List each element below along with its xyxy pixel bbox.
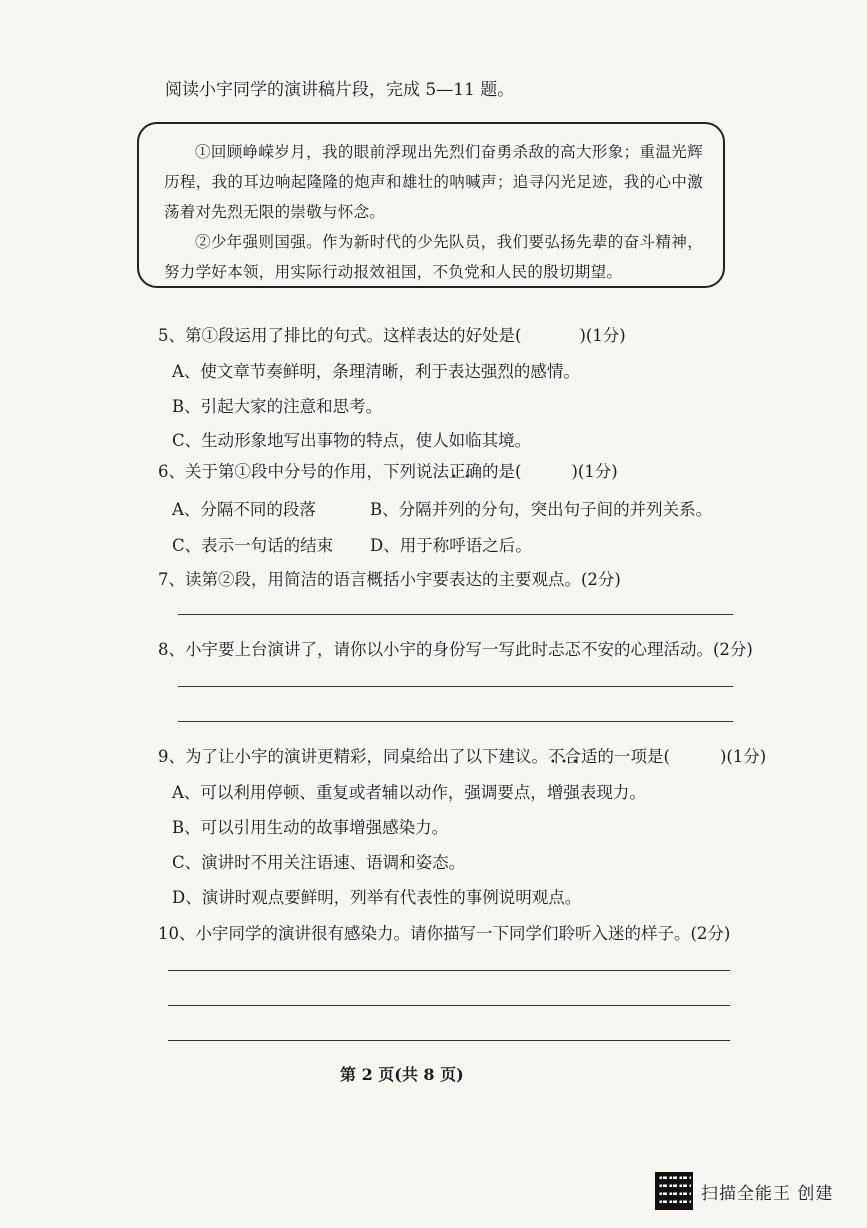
question-9-emphasis: 不合适 • • • bbox=[548, 743, 598, 767]
question-6-points: )(1分) bbox=[571, 462, 618, 481]
question-5-option-a: A、使文章节奏鲜明，条理清晰，利于表达强烈的感情。 bbox=[172, 362, 580, 381]
question-6-option-d: D、用于称呼语之后。 bbox=[370, 536, 532, 555]
question-6-emphasis: 正确 • • bbox=[449, 458, 482, 482]
question-6-option-a: A、分隔不同的段落 bbox=[172, 500, 316, 519]
question-5-stem: 5、第①段运用了排比的句式。这样表达的好处是( bbox=[158, 326, 522, 345]
question-10-answer-line-1[interactable] bbox=[168, 970, 730, 971]
question-9-option-d: D、演讲时观点要鲜明，列举有代表性的事例说明观点。 bbox=[172, 888, 582, 907]
question-7-answer-line[interactable] bbox=[178, 614, 733, 615]
question-5-points: )(1分) bbox=[579, 326, 626, 345]
passage-paragraph-1: ①回顾峥嵘岁月，我的眼前浮现出先烈们奋勇杀敌的高大形象；重温光辉历程，我的耳边响起隆隆的炮声和雄壮的呐喊声；追寻闪光足迹，我的心中激荡着对先烈无限的崇敬与怀念。 bbox=[164, 143, 703, 221]
question-9-option-b: B、可以引用生动的故事增强感染力。 bbox=[172, 818, 449, 837]
passage-paragraph-2: ②少年强则国强。作为新时代的少先队员，我们要弘扬先辈的奋斗精神，努力学好本领，用实际行动报效祖国，不负党和人民的殷切期望。 bbox=[164, 233, 703, 281]
question-10: 10、小宇同学的演讲很有感染力。请你描写一下同学们聆听入迷的样子。(2分) bbox=[158, 924, 731, 943]
question-9-stem-end: 的一项是( bbox=[597, 747, 670, 766]
question-5-option-c: C、生动形象地写出事物的特点，使人如临其境。 bbox=[172, 431, 532, 450]
question-6-option-c: C、表示一句话的结束 bbox=[172, 536, 334, 555]
question-7: 7、读第②段，用简洁的语言概括小宇要表达的主要观点。(2分) bbox=[158, 570, 621, 589]
question-9-points: )(1分) bbox=[719, 747, 767, 766]
question-5-option-b: B、引起大家的注意和思考。 bbox=[172, 397, 383, 416]
speech-passage-box bbox=[137, 122, 725, 288]
reading-instruction: 阅读小宇同学的演讲稿片段，完成 5—11 题。 bbox=[165, 80, 515, 100]
qr-code-icon bbox=[655, 1172, 693, 1210]
watermark-label: 扫描全能王 创建 bbox=[701, 1183, 834, 1204]
question-6 bbox=[158, 458, 618, 482]
question-9-option-a: A、可以利用停顿、重复或者辅以动作，强调要点，增强表现力。 bbox=[172, 783, 646, 802]
question-6-stem-end: 的是( bbox=[482, 462, 522, 481]
question-9 bbox=[158, 743, 766, 767]
question-6-stem: 6、关于第①段中分号的作用，下列说法 bbox=[158, 462, 449, 481]
question-8-answer-line-2[interactable] bbox=[178, 721, 733, 722]
scanner-watermark bbox=[655, 1172, 833, 1210]
page-number: 第 2 页(共 8 页) bbox=[340, 1065, 464, 1084]
question-8-answer-line-1[interactable] bbox=[178, 686, 733, 687]
question-10-answer-line-3[interactable] bbox=[168, 1040, 730, 1041]
question-8: 8、小宇要上台演讲了，请你以小宇的身份写一写此时忐忑不安的心理活动。(2分) bbox=[158, 640, 753, 659]
question-5 bbox=[158, 322, 626, 346]
question-6-option-b: B、分隔并列的分句，突出句子间的并列关系。 bbox=[370, 500, 713, 519]
question-9-stem: 9、为了让小宇的演讲更精彩，同桌给出了以下建议。 bbox=[158, 747, 548, 766]
question-9-option-c: C、演讲时不用关注语速、语调和姿态。 bbox=[172, 853, 466, 872]
question-10-answer-line-2[interactable] bbox=[168, 1005, 730, 1006]
